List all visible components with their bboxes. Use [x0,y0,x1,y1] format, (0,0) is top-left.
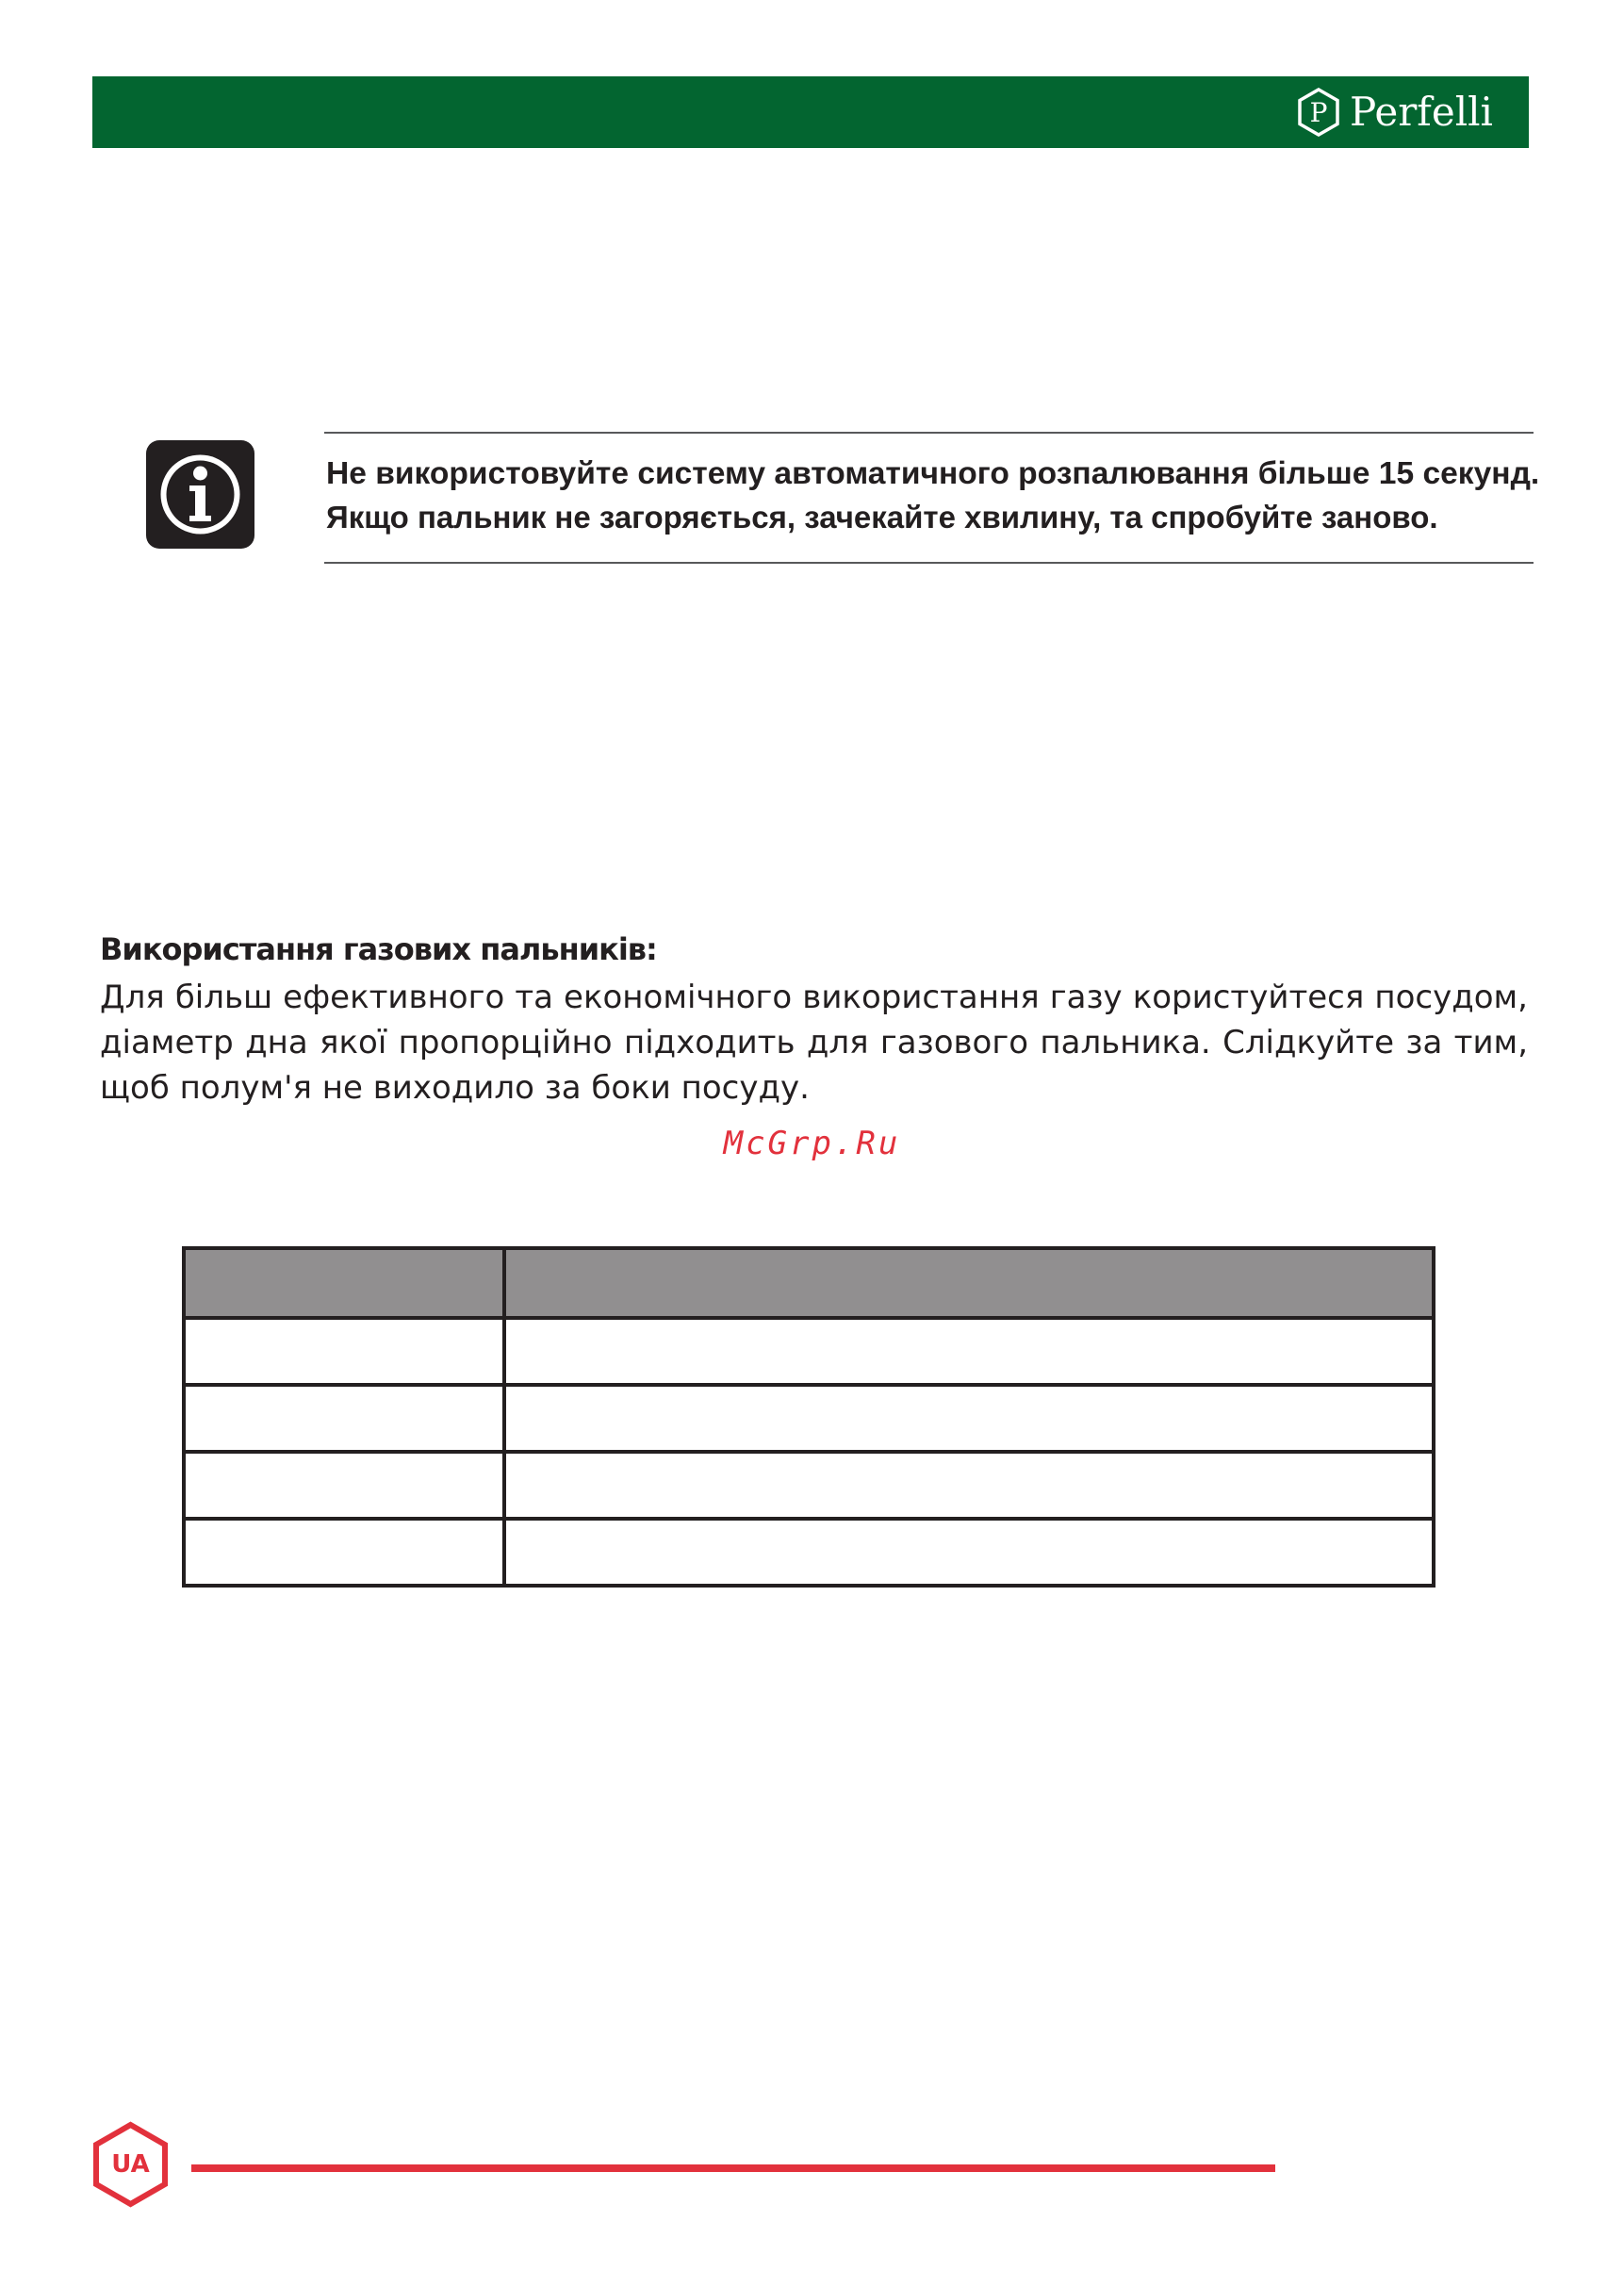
table-cell [184,1519,504,1586]
footer-red-line [191,2164,1275,2172]
table-cell [504,1452,1434,1519]
table-header-cell [184,1248,504,1318]
table-cell [184,1385,504,1452]
watermark: McGrp.Ru [723,1125,901,1162]
brand-logo [1297,88,1493,137]
table-header-row [184,1248,1434,1318]
notice-bottom-rule [324,562,1534,564]
table-header-cell [504,1248,1434,1318]
notice-line-1: Не використовуйте систему автоматичного розпалювання більше 15 секунд. [326,456,1540,491]
table-row [184,1452,1434,1519]
logo-letter: P [1309,97,1328,128]
language-badge-label: UA [111,2150,150,2179]
table-row [184,1519,1434,1586]
section-body: Для більш ефективного та економічного використання газу користуйтеся посудом, діаметр дна якої пропорційно підходить для газового пальника. Слідкуйте за тим, щоб полум'я не виходило за боки посуду. [100,979,1528,1107]
table-cell [504,1318,1434,1385]
table-cell [184,1452,504,1519]
header-bar [92,76,1529,148]
brand-name: Perfelli [1349,89,1493,135]
notice-top-rule [324,432,1534,434]
section-title: Використання газових пальників: [100,931,657,967]
table-row [184,1385,1434,1452]
table-cell [184,1318,504,1385]
burner-table [182,1246,1435,1588]
table-cell [504,1385,1434,1452]
info-icon [146,440,254,549]
perfelli-logo-icon [1297,88,1340,137]
table-cell [504,1519,1434,1586]
notice-line-2: Якщо пальник не загоряється, зачекайте хвилину, та спробуйте заново. [326,500,1438,535]
table-row [184,1318,1434,1385]
